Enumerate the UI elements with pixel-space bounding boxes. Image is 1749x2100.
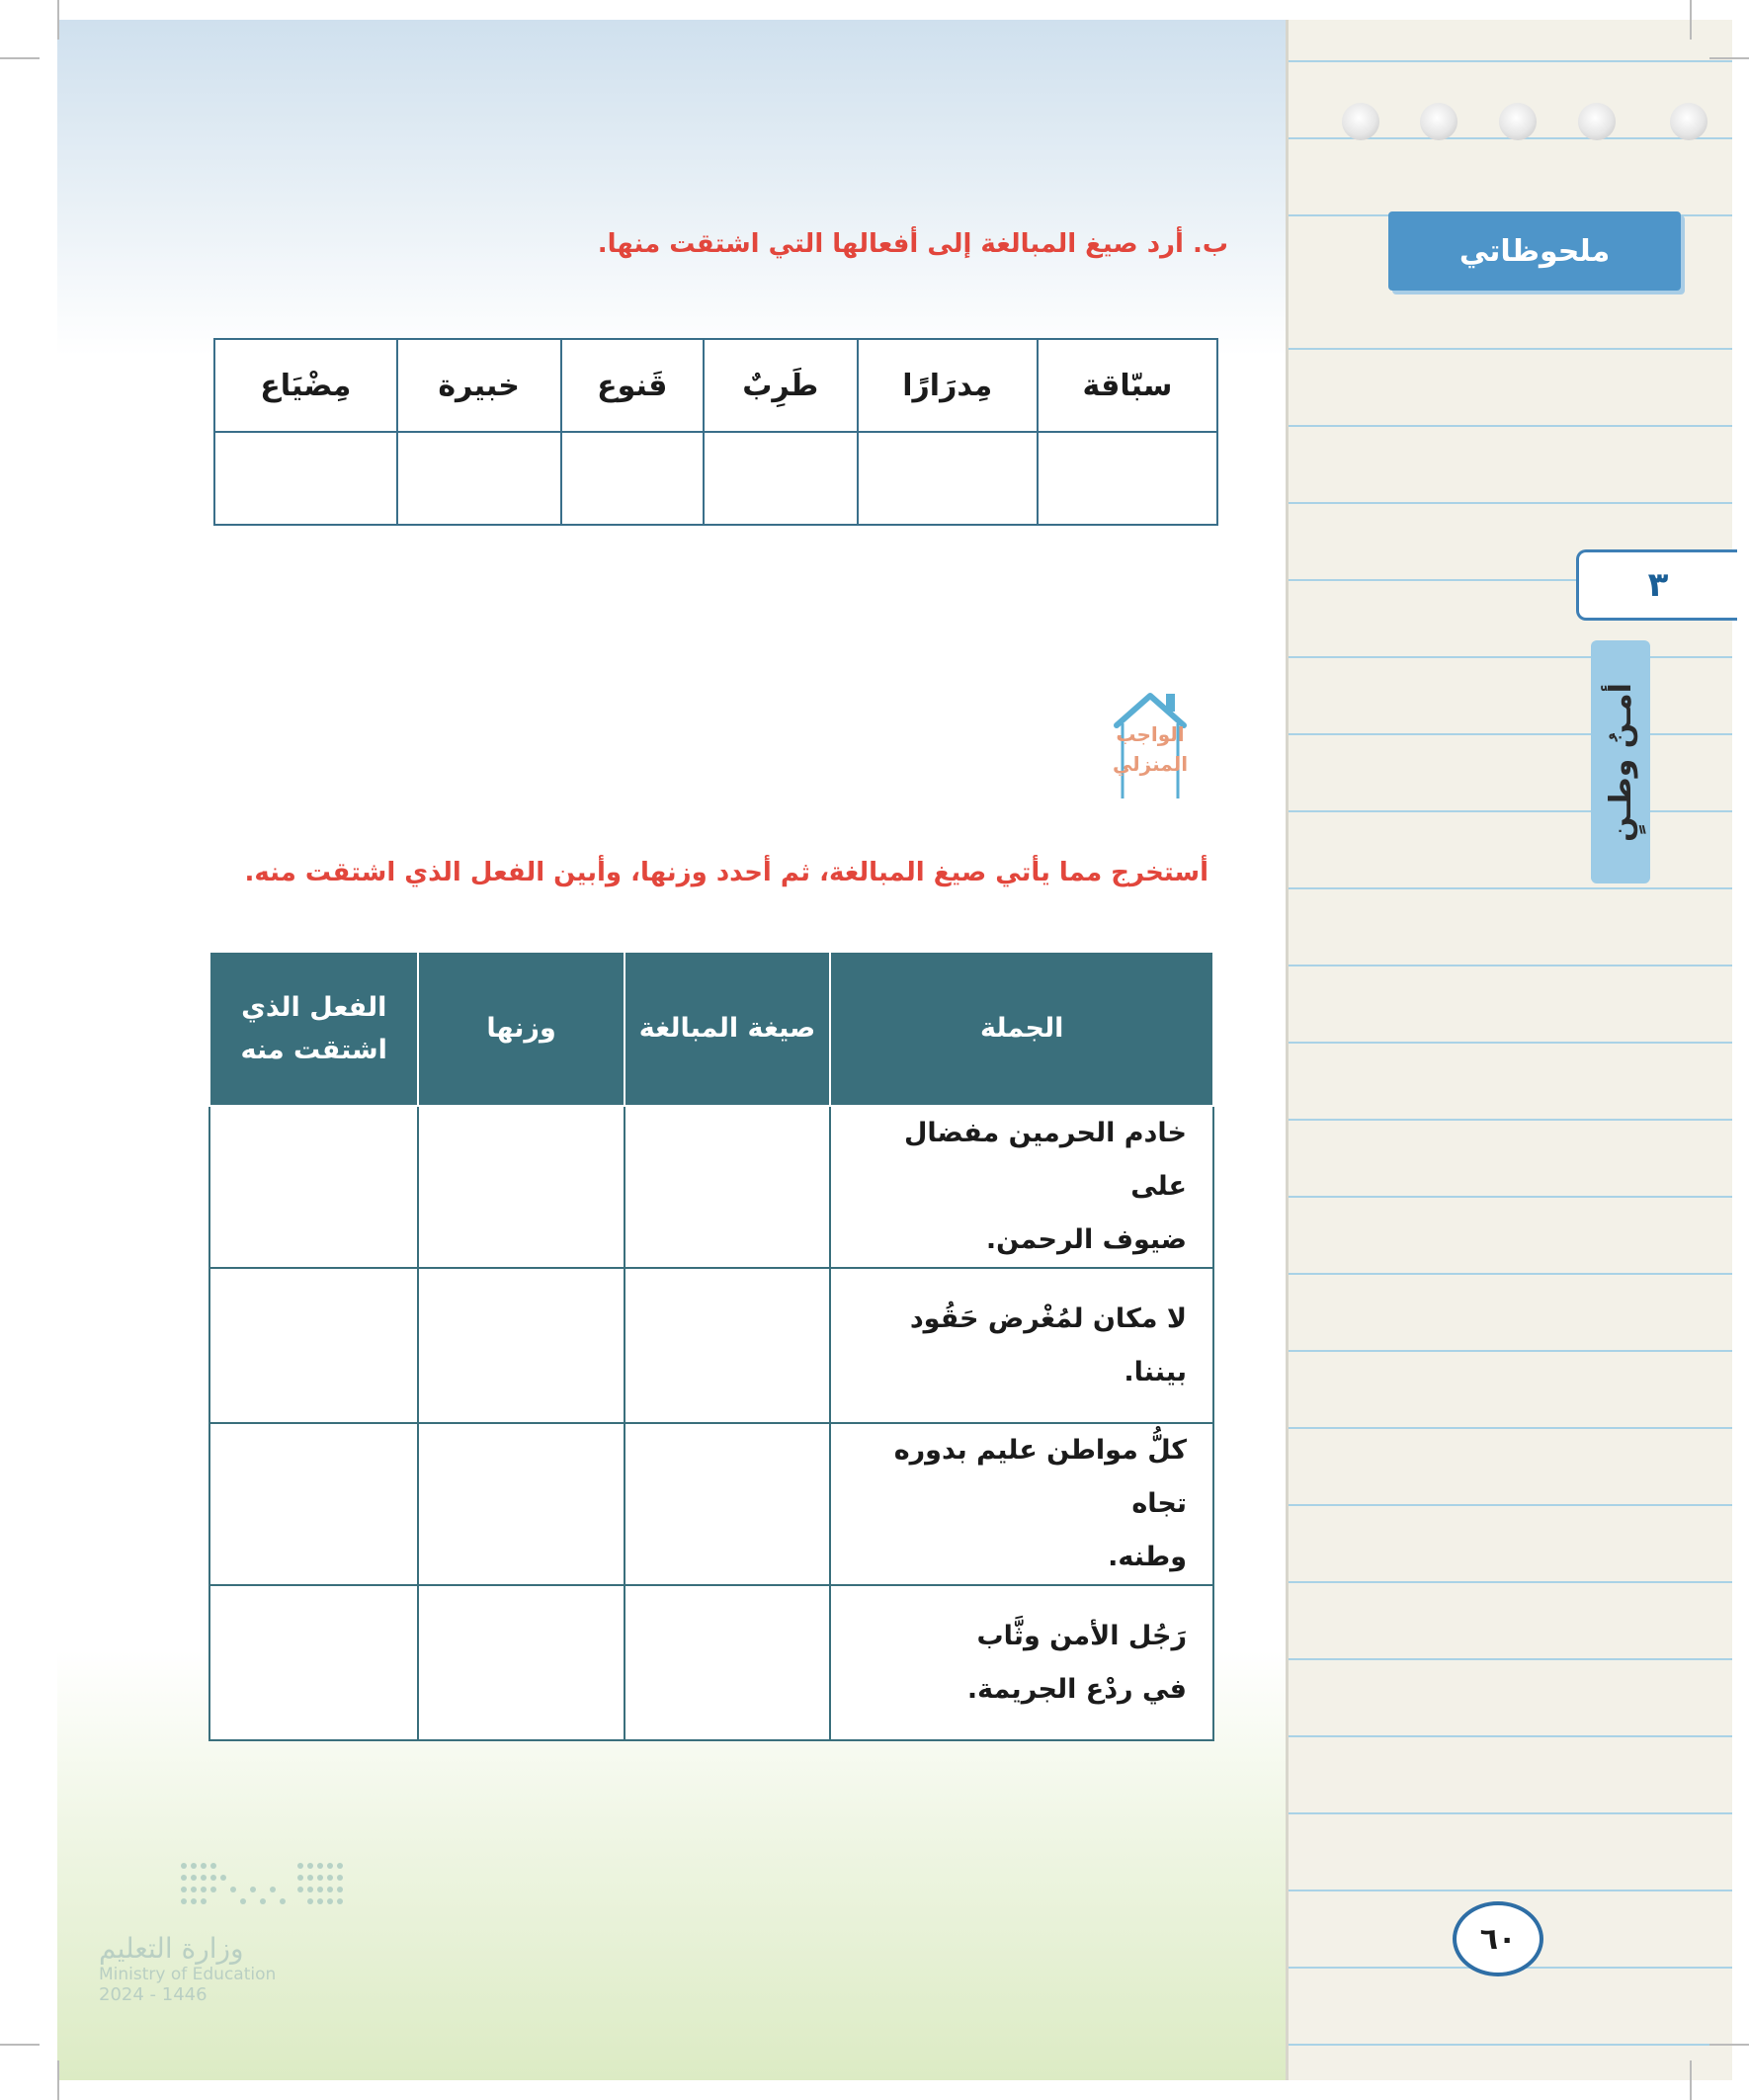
answer-cell[interactable]	[1038, 432, 1217, 525]
sentence-line: رَجُل الأمن وثَّاب	[976, 1620, 1187, 1651]
crop-mark	[57, 0, 59, 40]
sentence-line: وطنه.	[1108, 1542, 1187, 1572]
answer-cell[interactable]	[625, 1268, 831, 1423]
homework-heading: أستخرج مما يأتي صيغ المبالغة، ثم أحدد وزنها، وأبين الفعل الذي اشتقت منه.	[244, 858, 1208, 887]
ministry-arabic: وزارة التعليم	[99, 1932, 244, 1965]
sentence-cell	[830, 1423, 1213, 1585]
answer-cell[interactable]	[209, 1585, 418, 1740]
answer-cell[interactable]	[214, 432, 397, 525]
crop-mark	[1709, 2044, 1749, 2046]
sentence-line: في ردْع الجريمة.	[966, 1673, 1187, 1705]
answer-cell[interactable]	[418, 1585, 624, 1740]
words-table	[213, 338, 1218, 526]
header-sentence: الجملة	[830, 952, 1213, 1106]
sentence-line: كلُّ مواطن عليم بدوره تجاه	[893, 1435, 1187, 1519]
section-b-heading: ب. أرد صيغ المبالغة إلى أفعالها التي اشتقت منها.	[597, 229, 1228, 259]
words-row	[214, 339, 1217, 432]
homework-label	[1105, 719, 1196, 779]
answer-cell[interactable]	[209, 1268, 418, 1423]
ring-hole	[1420, 103, 1458, 140]
ring-hole	[1342, 103, 1379, 140]
answer-cell[interactable]	[418, 1423, 624, 1585]
sentence-line: ضيوف الرحمن.	[985, 1224, 1187, 1255]
ministry-logo-icon	[178, 1858, 356, 1915]
notes-tab: ملحوظاتي	[1388, 211, 1681, 291]
ring-hole	[1578, 103, 1616, 140]
homework-label-line1: الواجب	[1116, 722, 1185, 746]
answer-cell[interactable]	[209, 1423, 418, 1585]
answer-cell[interactable]	[209, 1106, 418, 1268]
header-pattern: وزنها	[418, 952, 624, 1106]
sentence-cell	[830, 1106, 1213, 1268]
ring-hole	[1670, 103, 1707, 140]
answer-cell[interactable]	[397, 432, 561, 525]
answer-cell[interactable]	[418, 1106, 624, 1268]
sentence-line: لا مكان لمُغْرض حَقُود بيننا.	[909, 1302, 1187, 1387]
ministry-year: 2024 - 1446	[99, 1984, 208, 2005]
sentence-cell	[830, 1268, 1213, 1423]
crop-mark	[0, 57, 40, 59]
sentence-line: خادم الحرمين مفضال على	[903, 1118, 1187, 1202]
answer-cell[interactable]	[704, 432, 858, 525]
word-cell: قَنوع	[561, 339, 704, 432]
ring-hole	[1499, 103, 1537, 140]
unit-title-text: أمـنُ وطـنٍ	[1603, 682, 1638, 842]
crop-mark	[57, 2060, 59, 2100]
page-number: ٦٠	[1453, 1901, 1543, 1976]
unit-title	[1591, 640, 1650, 883]
word-cell: طَرِبٌ	[704, 339, 858, 432]
answer-cell[interactable]	[625, 1585, 831, 1740]
table-row	[209, 1585, 1213, 1740]
crop-mark	[1690, 2060, 1692, 2100]
answer-cell[interactable]	[418, 1268, 624, 1423]
homework-table	[208, 951, 1214, 1741]
header-verb: الفعل الذي اشتقت منه	[209, 952, 418, 1106]
answers-row	[214, 432, 1217, 525]
answer-cell[interactable]	[858, 432, 1038, 525]
answer-cell[interactable]	[625, 1423, 831, 1585]
word-cell: مِدرَارًا	[858, 339, 1038, 432]
table-row	[209, 1268, 1213, 1423]
crop-mark	[1690, 0, 1692, 40]
ministry-branding	[99, 1932, 276, 2005]
word-cell: مِضْيَاع	[214, 339, 397, 432]
homework-label-line2: المنزلي	[1112, 752, 1189, 776]
notes-notebook	[1286, 20, 1732, 2080]
header-row	[209, 952, 1213, 1106]
answer-cell[interactable]	[625, 1106, 831, 1268]
table-row	[209, 1423, 1213, 1585]
header-form: صيغة المبالغة	[625, 952, 831, 1106]
unit-number: ٣	[1576, 549, 1737, 621]
crop-mark	[0, 2044, 40, 2046]
crop-mark	[1709, 57, 1749, 59]
answer-cell[interactable]	[561, 432, 704, 525]
table-row	[209, 1106, 1213, 1268]
word-cell: خبيرة	[397, 339, 561, 432]
sentence-cell	[830, 1585, 1213, 1740]
ministry-english: Ministry of Education	[99, 1965, 277, 1984]
word-cell: سبّاقة	[1038, 339, 1217, 432]
